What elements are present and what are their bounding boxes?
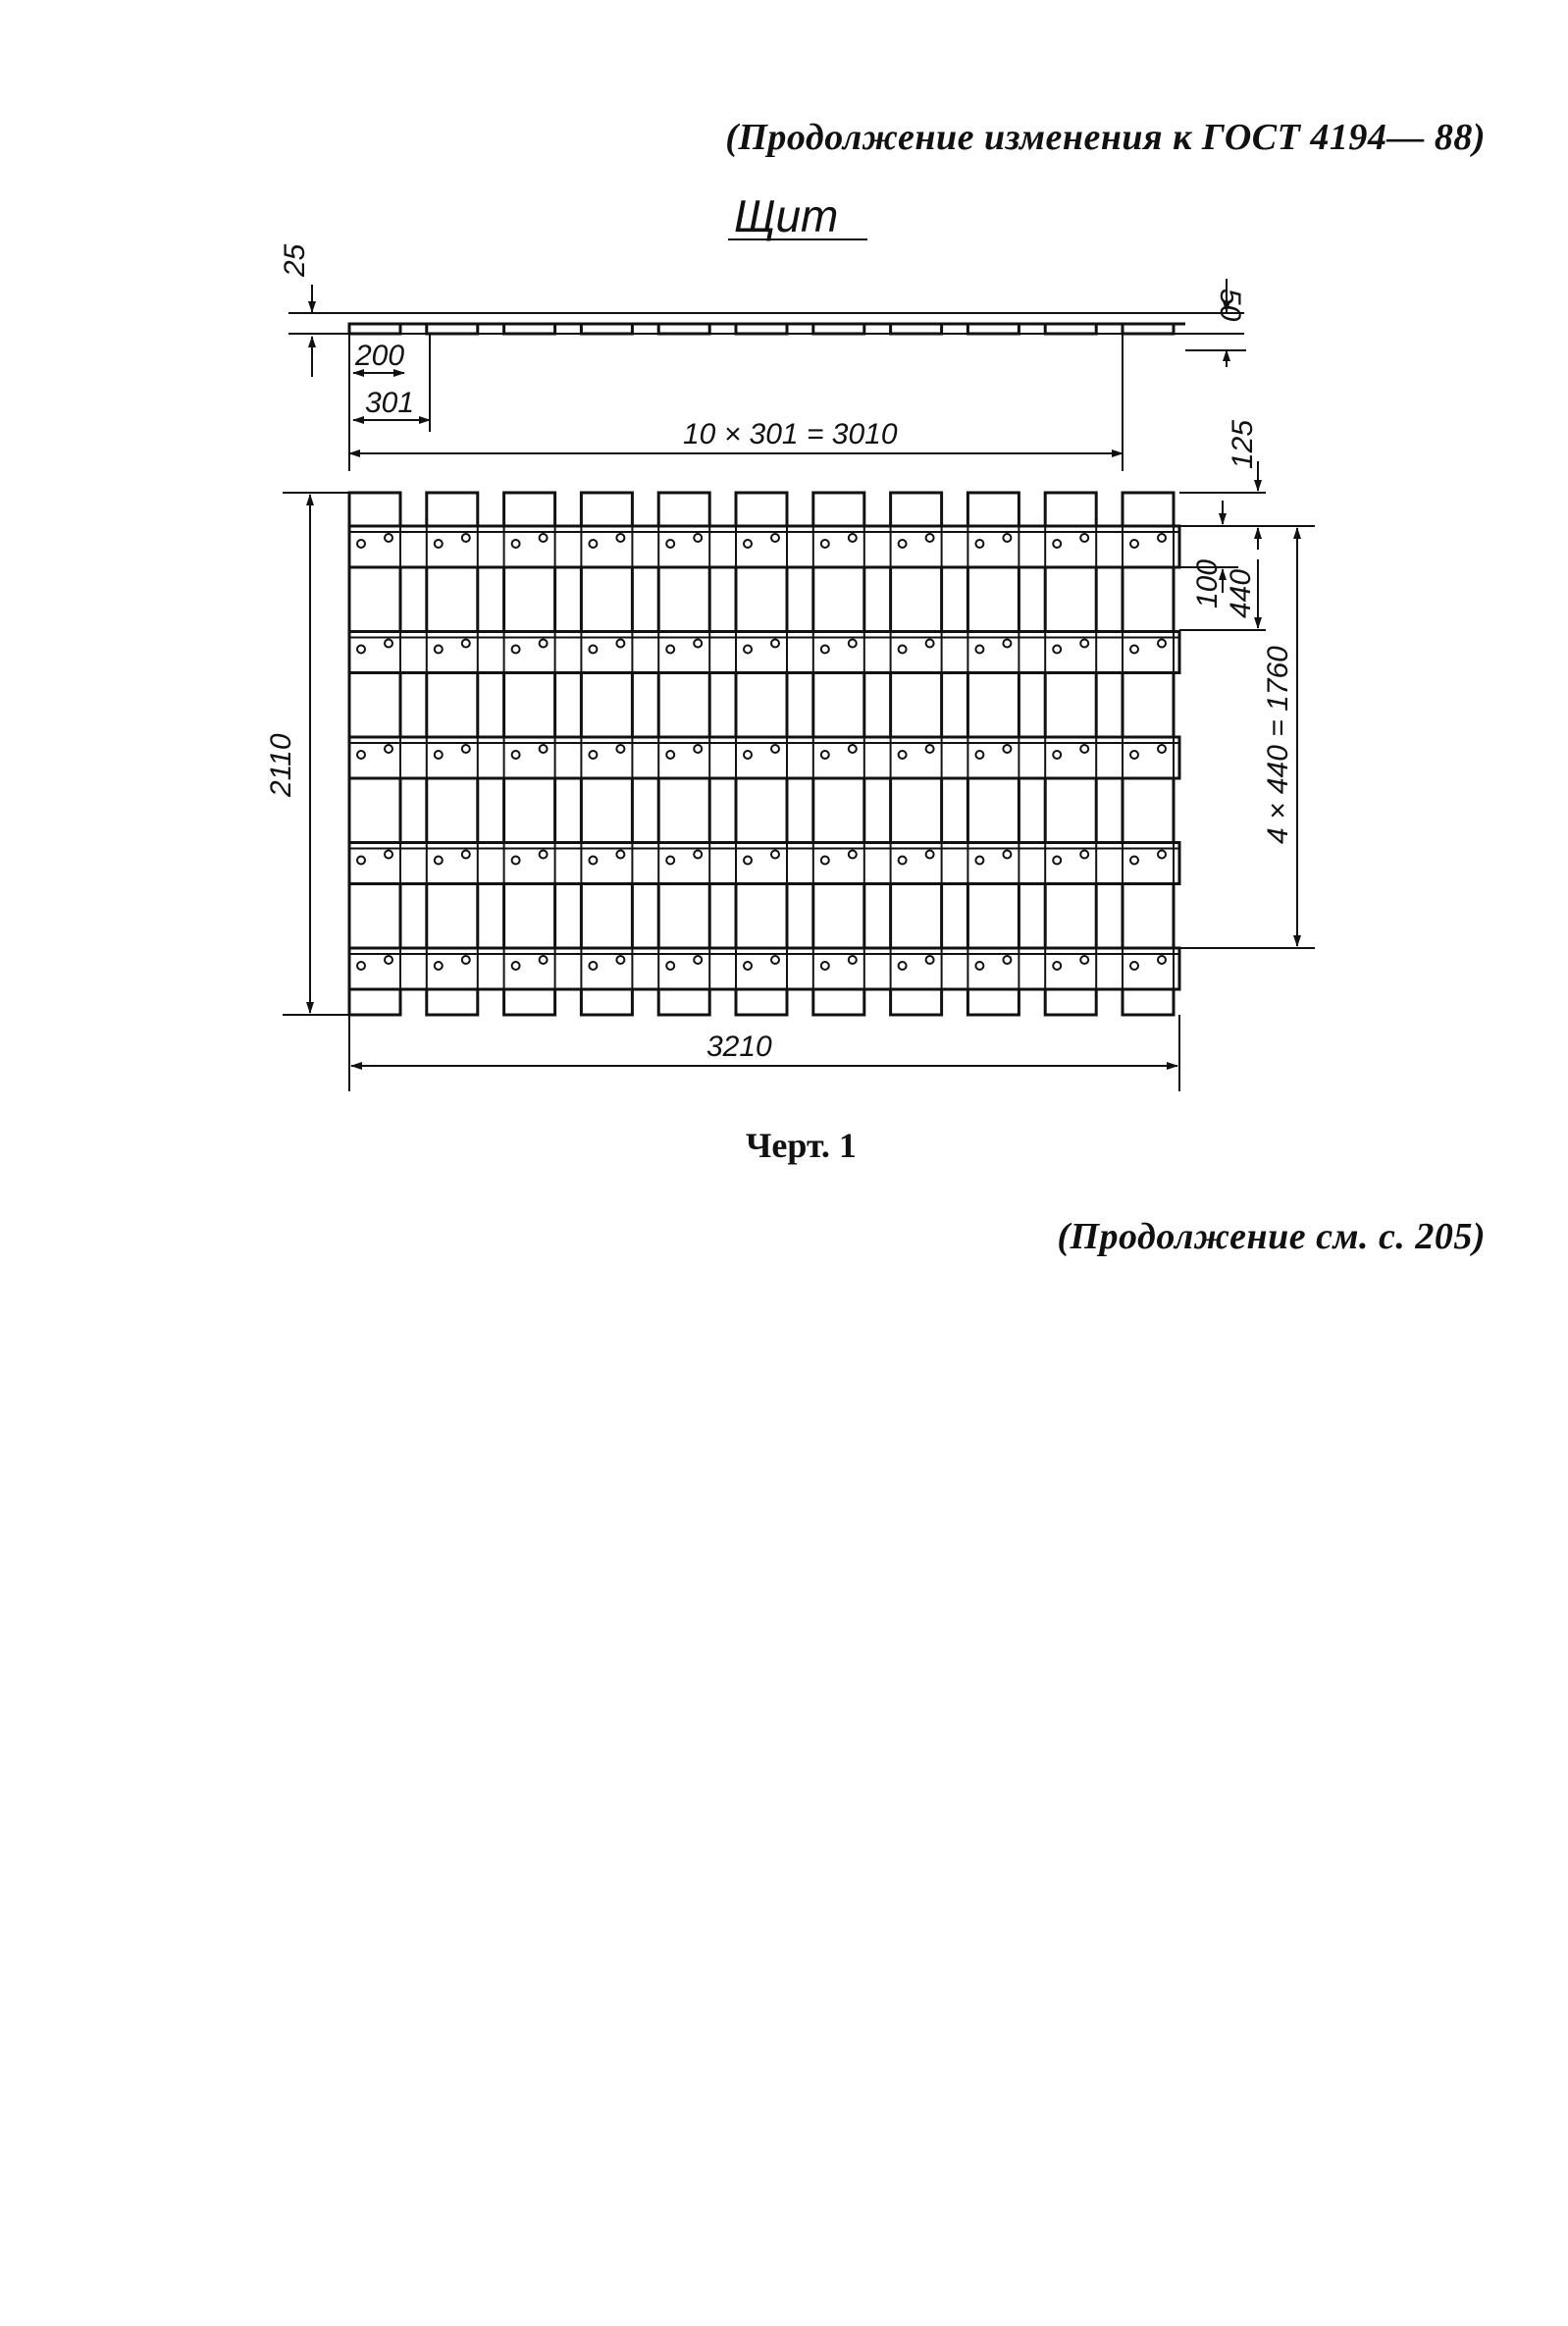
plan-view [349, 493, 1179, 1015]
cross-rail [349, 526, 1179, 567]
side-slat [658, 324, 709, 334]
footer-note: (Продолжение см. с. 205) [1057, 1216, 1486, 1257]
side-slat [581, 324, 632, 334]
dim-rail-pitch: 440 [1225, 568, 1257, 618]
side-view [288, 313, 1244, 334]
side-slat [504, 324, 555, 334]
side-slat [349, 324, 400, 334]
side-slat [891, 324, 942, 334]
side-slats [349, 324, 1174, 334]
dim-overall-height: 2110 [265, 733, 297, 797]
dim-top-thickness: 25 [279, 243, 311, 277]
dim-slat-width: 200 [355, 340, 405, 372]
header-note: (Продолжение изменения к ГОСТ 4194— 88) [725, 117, 1486, 158]
dim-slat-pitch: 301 [365, 387, 415, 419]
dim-rail-width: 100 [1191, 558, 1224, 608]
cross-rail [349, 737, 1179, 778]
side-slat [1045, 324, 1096, 334]
side-slat [813, 324, 864, 334]
dim-first-rail-offset: 125 [1227, 419, 1259, 469]
cross-rail [349, 632, 1179, 673]
side-slat [736, 324, 787, 334]
cross-rail [349, 948, 1179, 989]
dim-slat-span: 10 × 301 = 3010 [683, 418, 898, 450]
cross-rail [349, 843, 1179, 884]
dim-overall-width: 3210 [706, 1031, 772, 1063]
side-slat [427, 324, 478, 334]
side-slat [1123, 324, 1174, 334]
dim-rail-height: 50 [1214, 289, 1246, 322]
dim-rail-span: 4 × 440 = 1760 [1262, 646, 1294, 844]
side-slat [967, 324, 1019, 334]
figure-caption: Черт. 1 [746, 1126, 857, 1165]
drawing-title: Щит [734, 190, 839, 241]
